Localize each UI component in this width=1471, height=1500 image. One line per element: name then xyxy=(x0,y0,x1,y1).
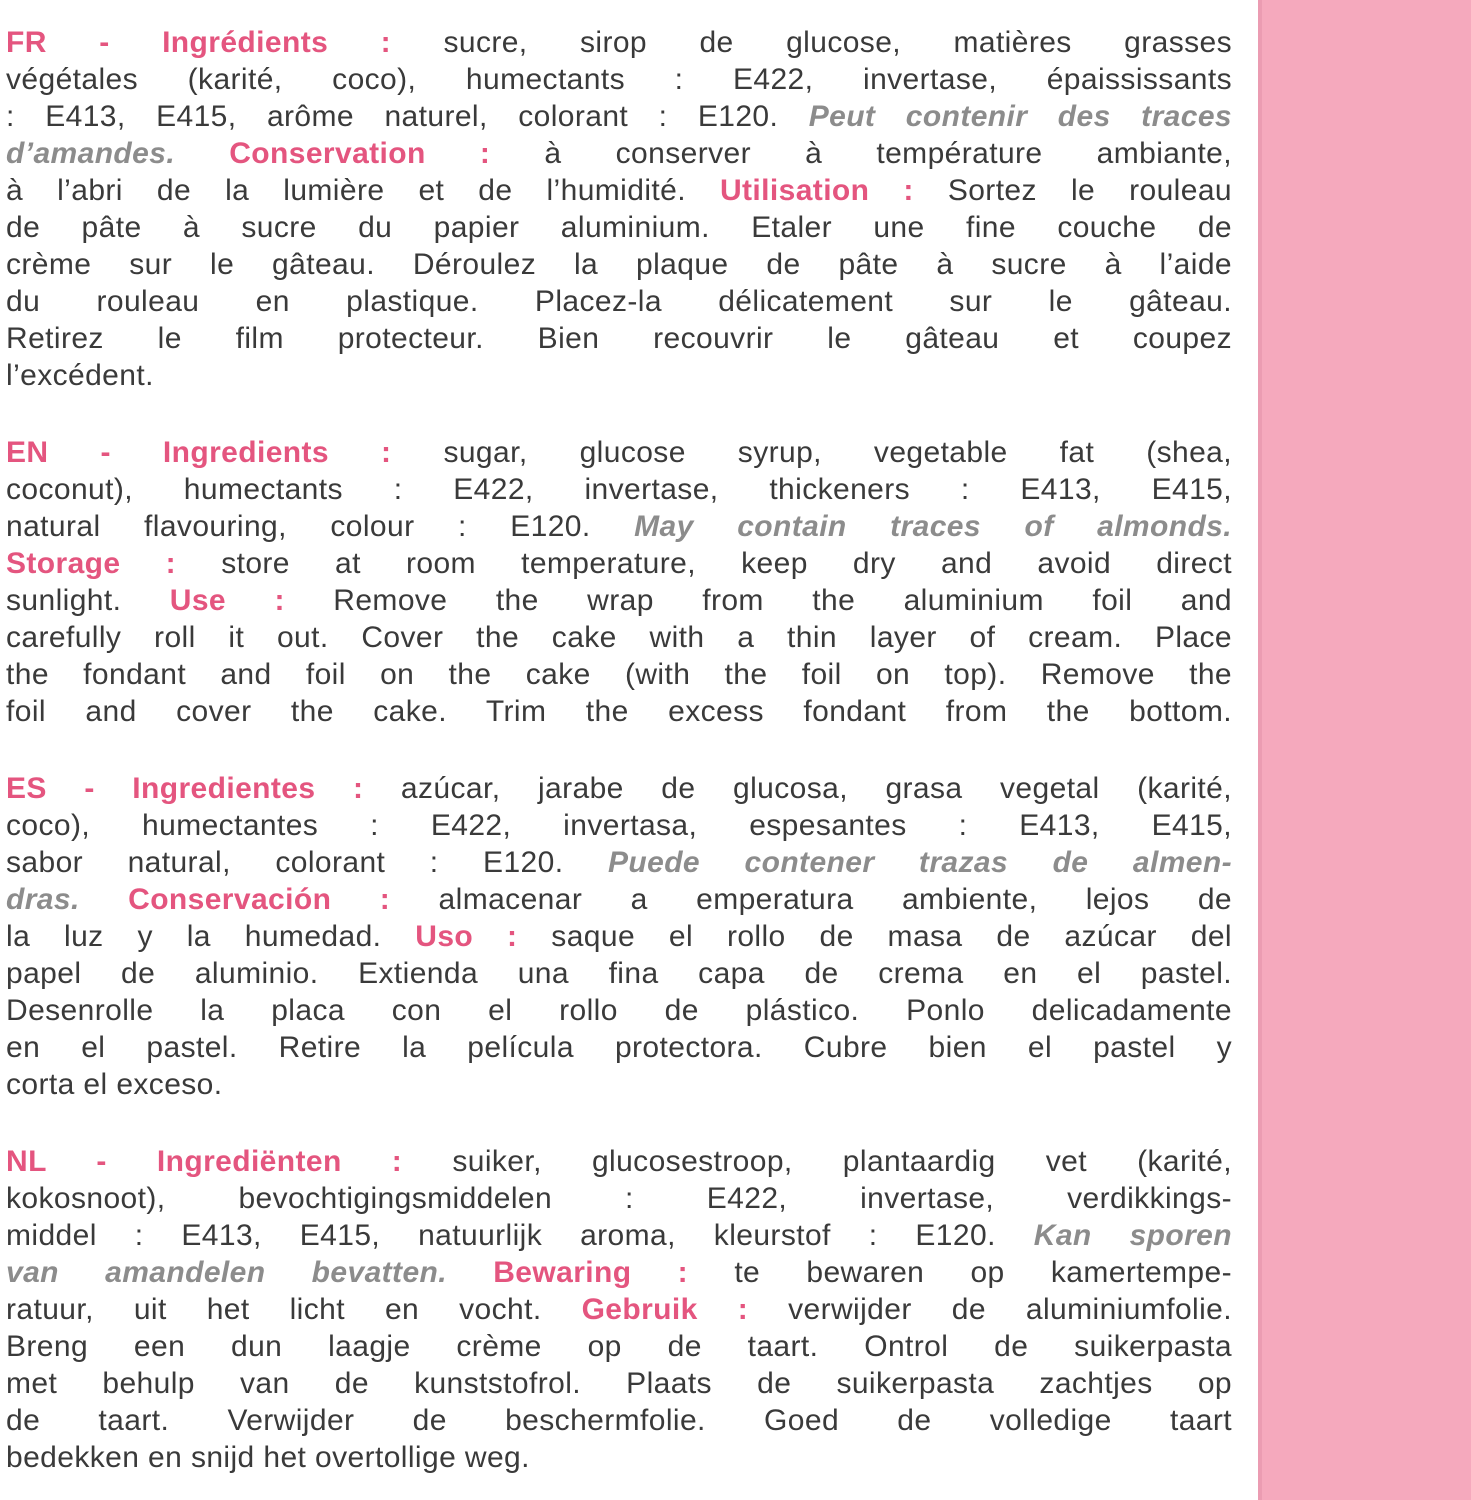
text-line xyxy=(6,1180,1232,1217)
body-text: à conserver à température ambiante, xyxy=(544,137,1232,170)
body-text: foil and cover the cake. Trim the excess fondant from the bottom. xyxy=(6,695,1232,728)
body-text: store at room temperature, keep dry and avoid direct xyxy=(221,547,1232,580)
body-text: à l’abri de la lumière et de l’humidité. xyxy=(6,174,720,207)
body-text: en el pastel. Retire la película protectora. Cubre bien el pastel y xyxy=(6,1031,1232,1064)
text-line xyxy=(6,172,1232,209)
text-line xyxy=(6,1066,1232,1103)
paragraph-fr xyxy=(6,24,1232,394)
body-text: bedekken en snijd het overtollige weg. xyxy=(6,1441,530,1474)
text-line xyxy=(6,24,1232,61)
text-line xyxy=(6,1143,1232,1180)
body-text: Desenrolle la placa con el rollo de plástico. Ponlo delicadamente xyxy=(6,994,1232,1027)
allergen-note: Puede contener trazas de almen- xyxy=(607,846,1232,879)
paragraph-en xyxy=(6,434,1232,730)
body-text: Breng een dun laagje crème op de taart. Ontrol de suikerpasta xyxy=(6,1330,1232,1363)
text-line xyxy=(6,992,1232,1029)
section-heading: Bewaring : xyxy=(493,1256,735,1289)
section-heading: ES - Ingredientes : xyxy=(6,772,401,805)
allergen-note: d’amandes. xyxy=(6,137,230,170)
text-line xyxy=(6,434,1232,471)
body-text: du rouleau en plastique. Placez-la délicatement sur le gâteau. xyxy=(6,285,1232,318)
body-text: sugar, glucose syrup, vegetable fat (shea, xyxy=(443,436,1232,469)
text-line xyxy=(6,508,1232,545)
allergen-note: dras. xyxy=(6,883,129,916)
body-text: sunlight. xyxy=(6,584,170,617)
section-heading: Conservation : xyxy=(229,137,545,170)
text-line xyxy=(6,98,1232,135)
body-text: coco), humectantes : E422, invertasa, espesantes : E413, E415, xyxy=(6,809,1232,842)
text-line xyxy=(6,1254,1232,1291)
text-line xyxy=(6,918,1232,955)
body-text: Remove the wrap from the aluminium foil and xyxy=(333,584,1232,617)
section-heading: Storage : xyxy=(6,547,222,580)
text-line xyxy=(6,1402,1232,1439)
body-text: papel de aluminio. Extienda una fina capa de crema en el pastel. xyxy=(6,957,1232,990)
text-line xyxy=(6,61,1232,98)
body-text: Sortez le rouleau xyxy=(947,174,1232,207)
body-text: Retirez le film protecteur. Bien recouvrir le gâteau et coupez xyxy=(6,322,1232,355)
section-heading: Uso : xyxy=(415,920,552,953)
text-line xyxy=(6,283,1232,320)
body-text: sucre, sirop de glucose, matières grasses xyxy=(443,26,1232,59)
body-text: coconut), humectants : E422, invertase, thickeners : E413, E415, xyxy=(6,473,1232,506)
text-line xyxy=(6,1217,1232,1254)
body-text: l’excédent. xyxy=(6,359,154,392)
body-text: kokosnoot), bevochtigingsmiddelen : E422, invertase, verdikkings- xyxy=(6,1182,1232,1215)
text-line xyxy=(6,955,1232,992)
body-text: middel : E413, E415, natuurlijk aroma, kleurstof : E120. xyxy=(6,1219,1034,1252)
text-line xyxy=(6,881,1232,918)
text-line xyxy=(6,1291,1232,1328)
body-text: carefully roll it out. Cover the cake with a thin layer of cream. Place xyxy=(6,621,1232,654)
accent-bar xyxy=(1258,0,1471,1500)
text-line xyxy=(6,246,1232,283)
text-line xyxy=(6,1328,1232,1365)
text-line xyxy=(6,619,1232,656)
section-heading: FR - Ingrédients : xyxy=(6,26,444,59)
section-heading: Conservación : xyxy=(128,883,439,916)
body-text: sabor natural, colorant : E120. xyxy=(6,846,608,879)
text-line xyxy=(6,1029,1232,1066)
body-text: la luz y la humedad. xyxy=(6,920,416,953)
body-text: natural flavouring, colour : E120. xyxy=(6,510,635,543)
body-text: de pâte à sucre du papier aluminium. Etaler une fine couche de xyxy=(6,211,1232,244)
section-heading: EN - Ingredients : xyxy=(6,436,444,469)
body-text: de taart. Verwijder de beschermfolie. Goed de volledige taart xyxy=(6,1404,1232,1437)
text-line xyxy=(6,357,1232,394)
allergen-note: Peut contenir des traces xyxy=(808,100,1232,133)
text-line xyxy=(6,656,1232,693)
section-heading: Gebruik : xyxy=(581,1293,789,1326)
allergen-note: May contain traces of almonds. xyxy=(634,510,1232,543)
body-text: verwijder de aluminiumfolie. xyxy=(788,1293,1232,1326)
body-text: azúcar, jarabe de glucosa, grasa vegetal (karité, xyxy=(400,772,1232,805)
text-line xyxy=(6,320,1232,357)
label-text xyxy=(6,24,1232,1476)
text-line xyxy=(6,807,1232,844)
body-text: the fondant and foil on the cake (with the foil on top). Remove the xyxy=(6,658,1232,691)
text-line xyxy=(6,1365,1232,1402)
body-text: corta el exceso. xyxy=(6,1068,223,1101)
text-line xyxy=(6,844,1232,881)
section-heading: Utilisation : xyxy=(719,174,948,207)
text-line xyxy=(6,582,1232,619)
text-line xyxy=(6,209,1232,246)
section-heading: NL - Ingrediënten : xyxy=(6,1145,453,1178)
text-line xyxy=(6,770,1232,807)
body-text: : E413, E415, arôme naturel, colorant : E120. xyxy=(6,100,809,133)
body-text: crème sur le gâteau. Déroulez la plaque de pâte à sucre à l’aide xyxy=(6,248,1232,281)
section-heading: Use : xyxy=(169,584,334,617)
body-text: te bewaren op kamertempe- xyxy=(734,1256,1232,1289)
body-text: suiker, glucosestroop, plantaardig vet (karité, xyxy=(452,1145,1232,1178)
paragraph-nl xyxy=(6,1143,1232,1476)
allergen-note: van amandelen bevatten. xyxy=(6,1256,494,1289)
body-text: met behulp van de kunststofrol. Plaats de suikerpasta zachtjes op xyxy=(6,1367,1232,1400)
text-line xyxy=(6,693,1232,730)
allergen-note: Kan sporen xyxy=(1033,1219,1232,1252)
body-text: végétales (karité, coco), humectants : E422, invertase, épaississants xyxy=(6,63,1232,96)
text-line xyxy=(6,471,1232,508)
text-line xyxy=(6,135,1232,172)
body-text: ratuur, uit het licht en vocht. xyxy=(6,1293,582,1326)
text-line xyxy=(6,545,1232,582)
body-text: saque el rollo de masa de azúcar del xyxy=(551,920,1232,953)
paragraph-es xyxy=(6,770,1232,1103)
body-text: almacenar a emperatura ambiente, lejos de xyxy=(438,883,1232,916)
text-line xyxy=(6,1439,1232,1476)
